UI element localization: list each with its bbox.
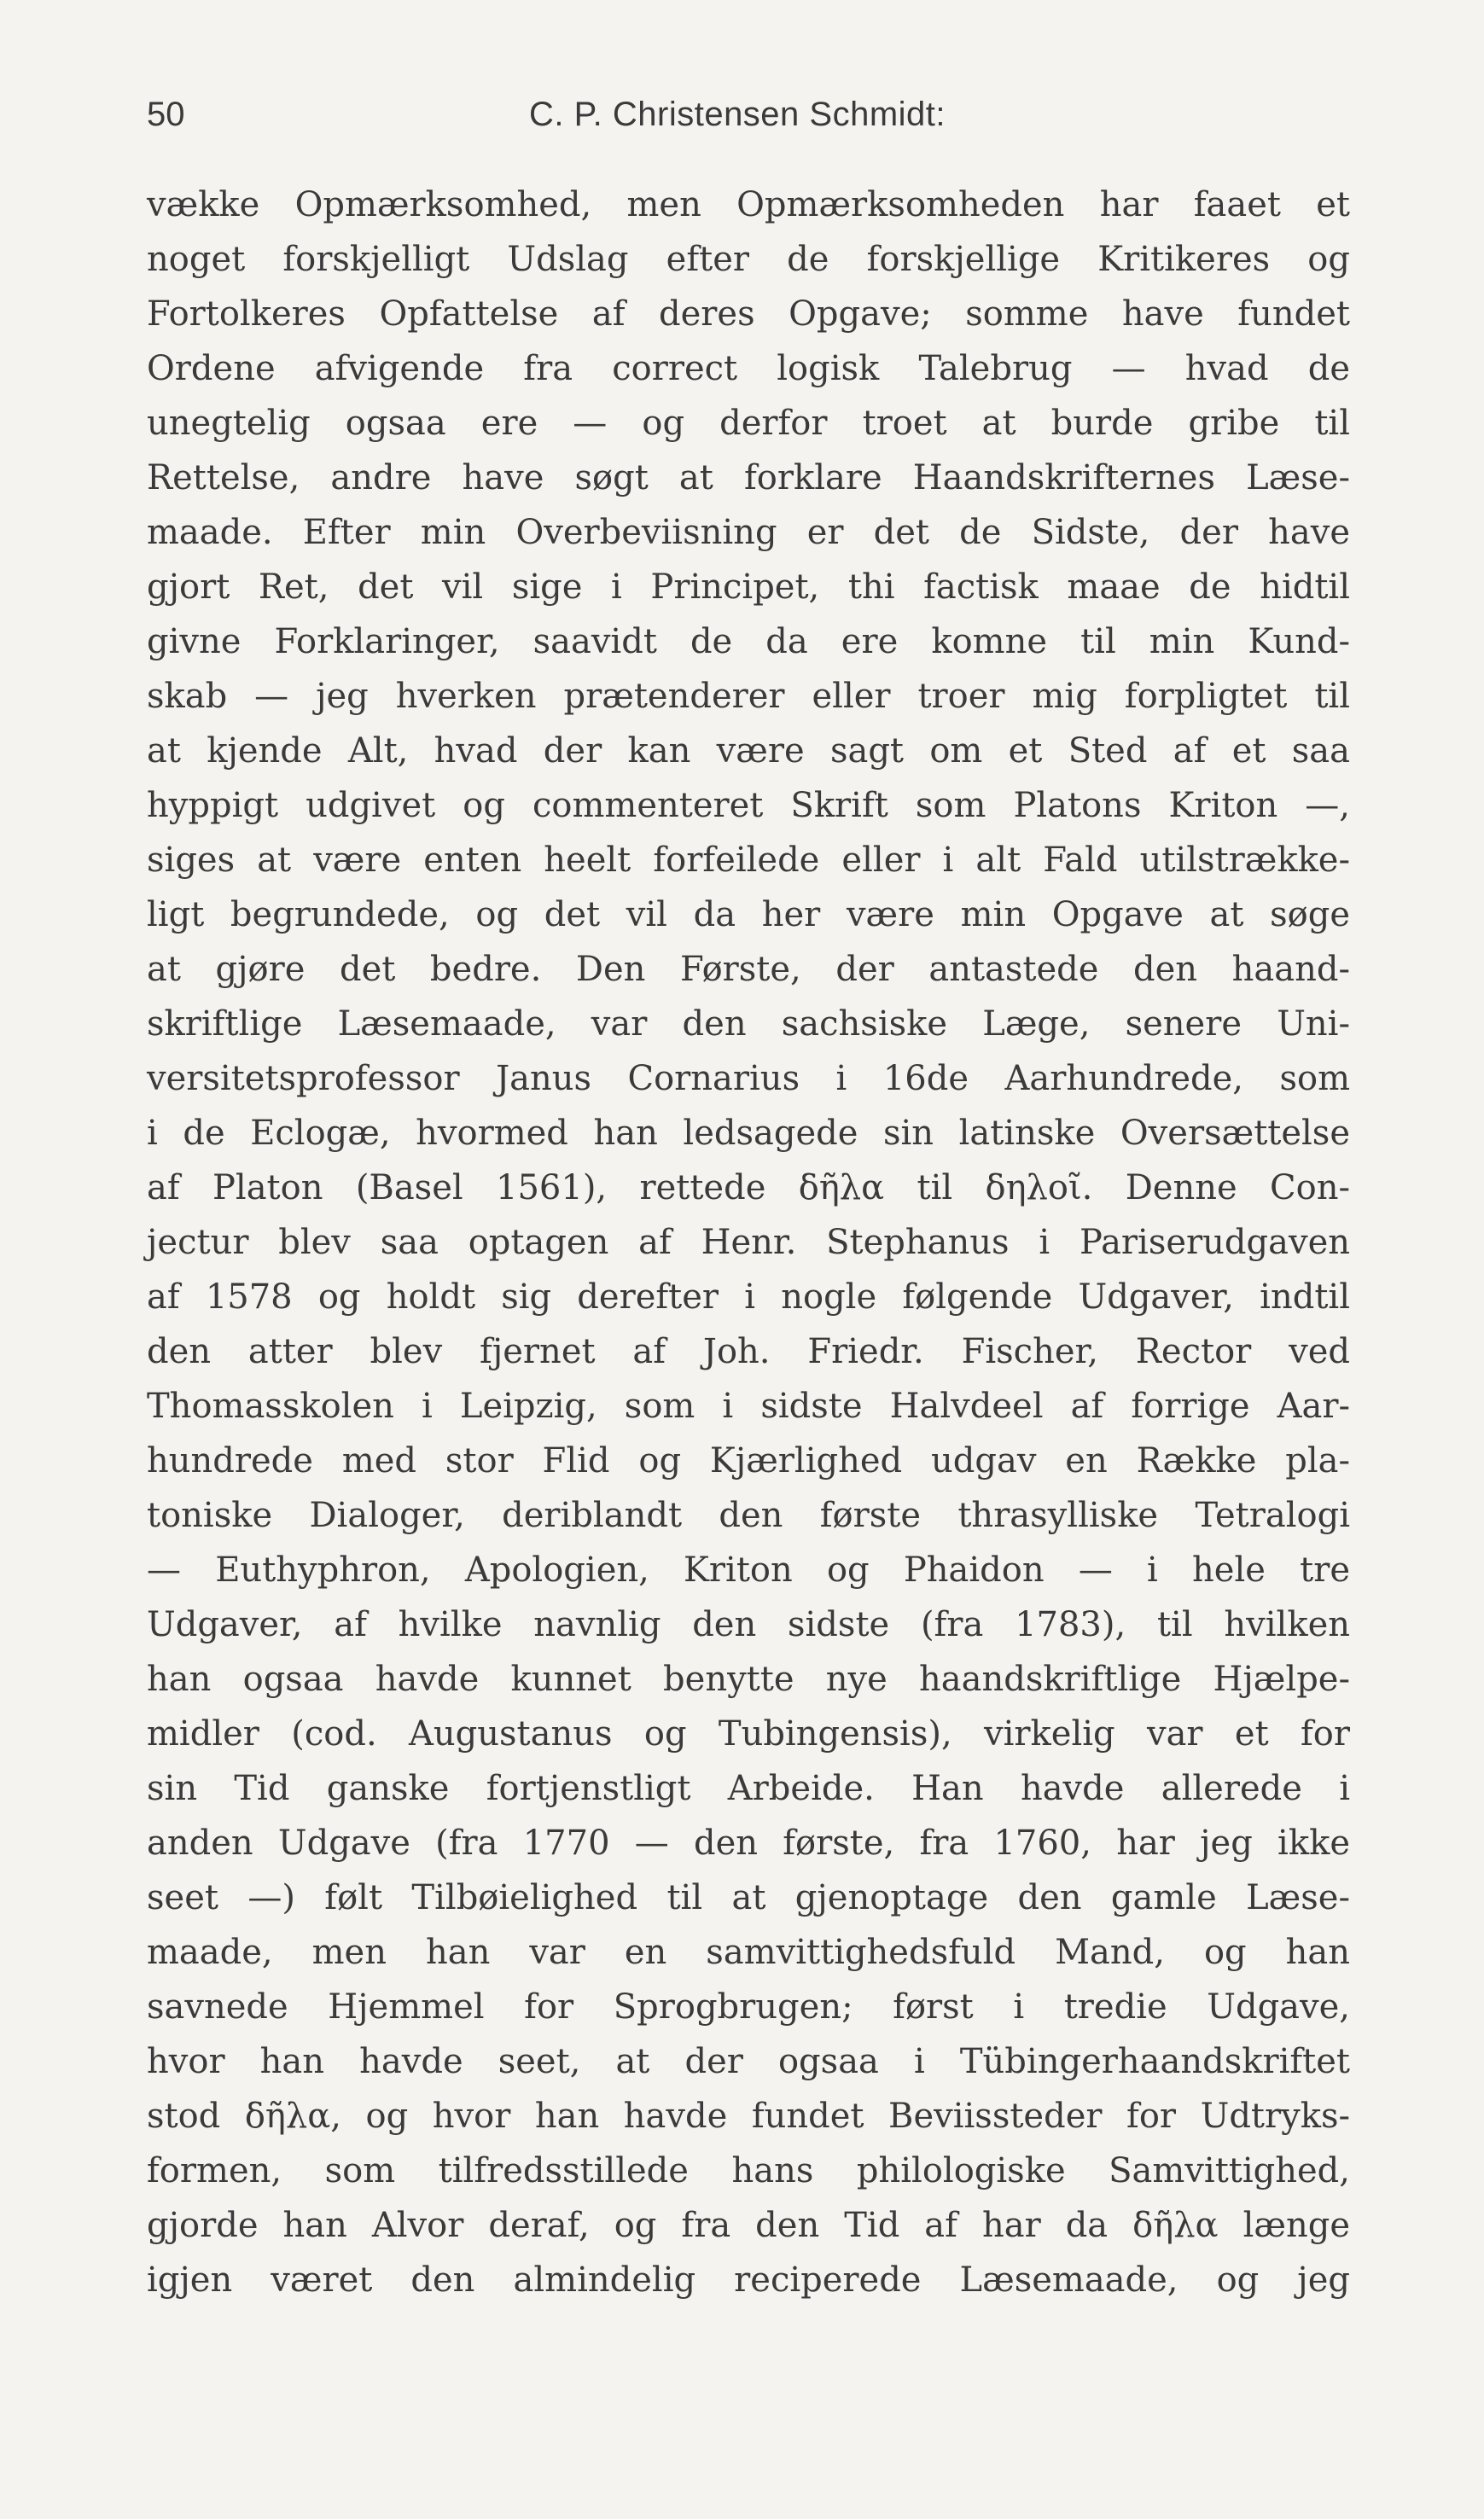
text-line: — Euthyphron, Apologien, Kriton og Phaidon — i hele tre	[147, 1550, 1350, 1590]
text-line: midler (cod. Augustanus og Tubingensis), virkelig var et for	[147, 1714, 1350, 1754]
text-line: seet —) følt Tilbøielighed til at gjenoptage den gamle Læse-	[147, 1878, 1350, 1917]
text-line: jectur blev saa optagen af Henr. Stephanus i Pariserudgaven	[147, 1223, 1350, 1262]
text-line: at gjøre det bedre. Den Første, der antastede den haand-	[147, 950, 1350, 989]
text-line: at kjende Alt, hvad der kan være sagt om et Sted af et saa	[147, 731, 1350, 771]
text-line: hvor han havde seet, at der ogsaa i Tübingerhaandskriftet	[147, 2042, 1350, 2081]
text-line: givne Forklaringer, saavidt de da ere komne til min Kund-	[147, 622, 1350, 661]
text-line: Rettelse, andre have søgt at forklare Haandskrifternes Læse-	[147, 458, 1350, 497]
text-line: vække Opmærksomhed, men Opmærksomheden har faaet et	[147, 185, 1350, 224]
text-line: skab — jeg hverken prætenderer eller troer mig forpligtet til	[147, 677, 1350, 716]
text-line: Ordene afvigende fra correct logisk Talebrug — hvad de	[147, 349, 1350, 388]
text-line: Thomasskolen i Leipzig, som i sidste Halvdeel af forrige Aar-	[147, 1387, 1350, 1426]
text-line: maade. Efter min Overbeviisning er det de Sidste, der have	[147, 513, 1350, 552]
text-line: af 1578 og holdt sig derefter i nogle følgende Udgaver, indtil	[147, 1277, 1350, 1317]
body-text	[147, 177, 1350, 2307]
text-line: maade, men han var en samvittighedsfuld Mand, og han	[147, 1933, 1350, 1972]
text-line: anden Udgave (fra 1770 — den første, fra 1760, har jeg ikke	[147, 1824, 1350, 1863]
text-line: stod δῆλα, og hvor han havde fundet Beviissteder for Udtryks-	[147, 2097, 1350, 2136]
text-line: hyppigt udgivet og commenteret Skrift som Platons Kriton —,	[147, 786, 1350, 825]
text-line: han ogsaa havde kunnet benytte nye haandskriftlige Hjælpe-	[147, 1660, 1350, 1699]
text-line: igjen været den almindelig reciperede Læsemaade, og jeg	[147, 2260, 1350, 2300]
text-line: toniske Dialoger, deriblandt den første thrasylliske Tetralogi	[147, 1496, 1350, 1535]
page-header	[147, 89, 1350, 140]
text-line: sin Tid ganske fortjenstligt Arbeide. Han havde allerede i	[147, 1769, 1350, 1808]
text-line: af Platon (Basel 1561), rettede δῆλα til δηλοῖ. Denne Con-	[147, 1168, 1350, 1207]
text-line: den atter blev fjernet af Joh. Friedr. Fischer, Rector ved	[147, 1332, 1350, 1371]
text-line: savnede Hjemmel for Sprogbrugen; først i tredie Udgave,	[147, 1987, 1350, 2027]
text-line: unegtelig ogsaa ere — og derfor troet at burde gribe til	[147, 404, 1350, 443]
text-line: Udgaver, af hvilke navnlig den sidste (fra 1783), til hvilken	[147, 1605, 1350, 1644]
page-number: 50	[147, 96, 185, 133]
text-line: i de Eclogæ, hvormed han ledsagede sin latinske Oversættelse	[147, 1114, 1350, 1153]
text-line: formen, som tilfredsstillede hans philologiske Samvittighed,	[147, 2151, 1350, 2190]
text-line: gjorde han Alvor deraf, og fra den Tid af har da δῆλα længe	[147, 2206, 1350, 2245]
running-head: C. P. Christensen Schmidt:	[529, 96, 946, 133]
text-line: siges at være enten heelt forfeilede eller i alt Fald utilstrække-	[147, 841, 1350, 880]
text-line: noget forskjelligt Udslag efter de forskjellige Kritikeres og	[147, 240, 1350, 279]
text-line: hundrede med stor Flid og Kjærlighed udgav en Række pla-	[147, 1441, 1350, 1481]
text-line: versitetsprofessor Janus Cornarius i 16de Aarhundrede, som	[147, 1059, 1350, 1098]
text-line: skriftlige Læsemaade, var den sachsiske Læge, senere Uni-	[147, 1004, 1350, 1044]
text-line: gjort Ret, det vil sige i Principet, thi factisk maae de hidtil	[147, 567, 1350, 607]
text-line: ligt begrundede, og det vil da her være min Opgave at søge	[147, 895, 1350, 934]
text-line: Fortolkeres Opfattelse af deres Opgave; somme have fundet	[147, 294, 1350, 334]
